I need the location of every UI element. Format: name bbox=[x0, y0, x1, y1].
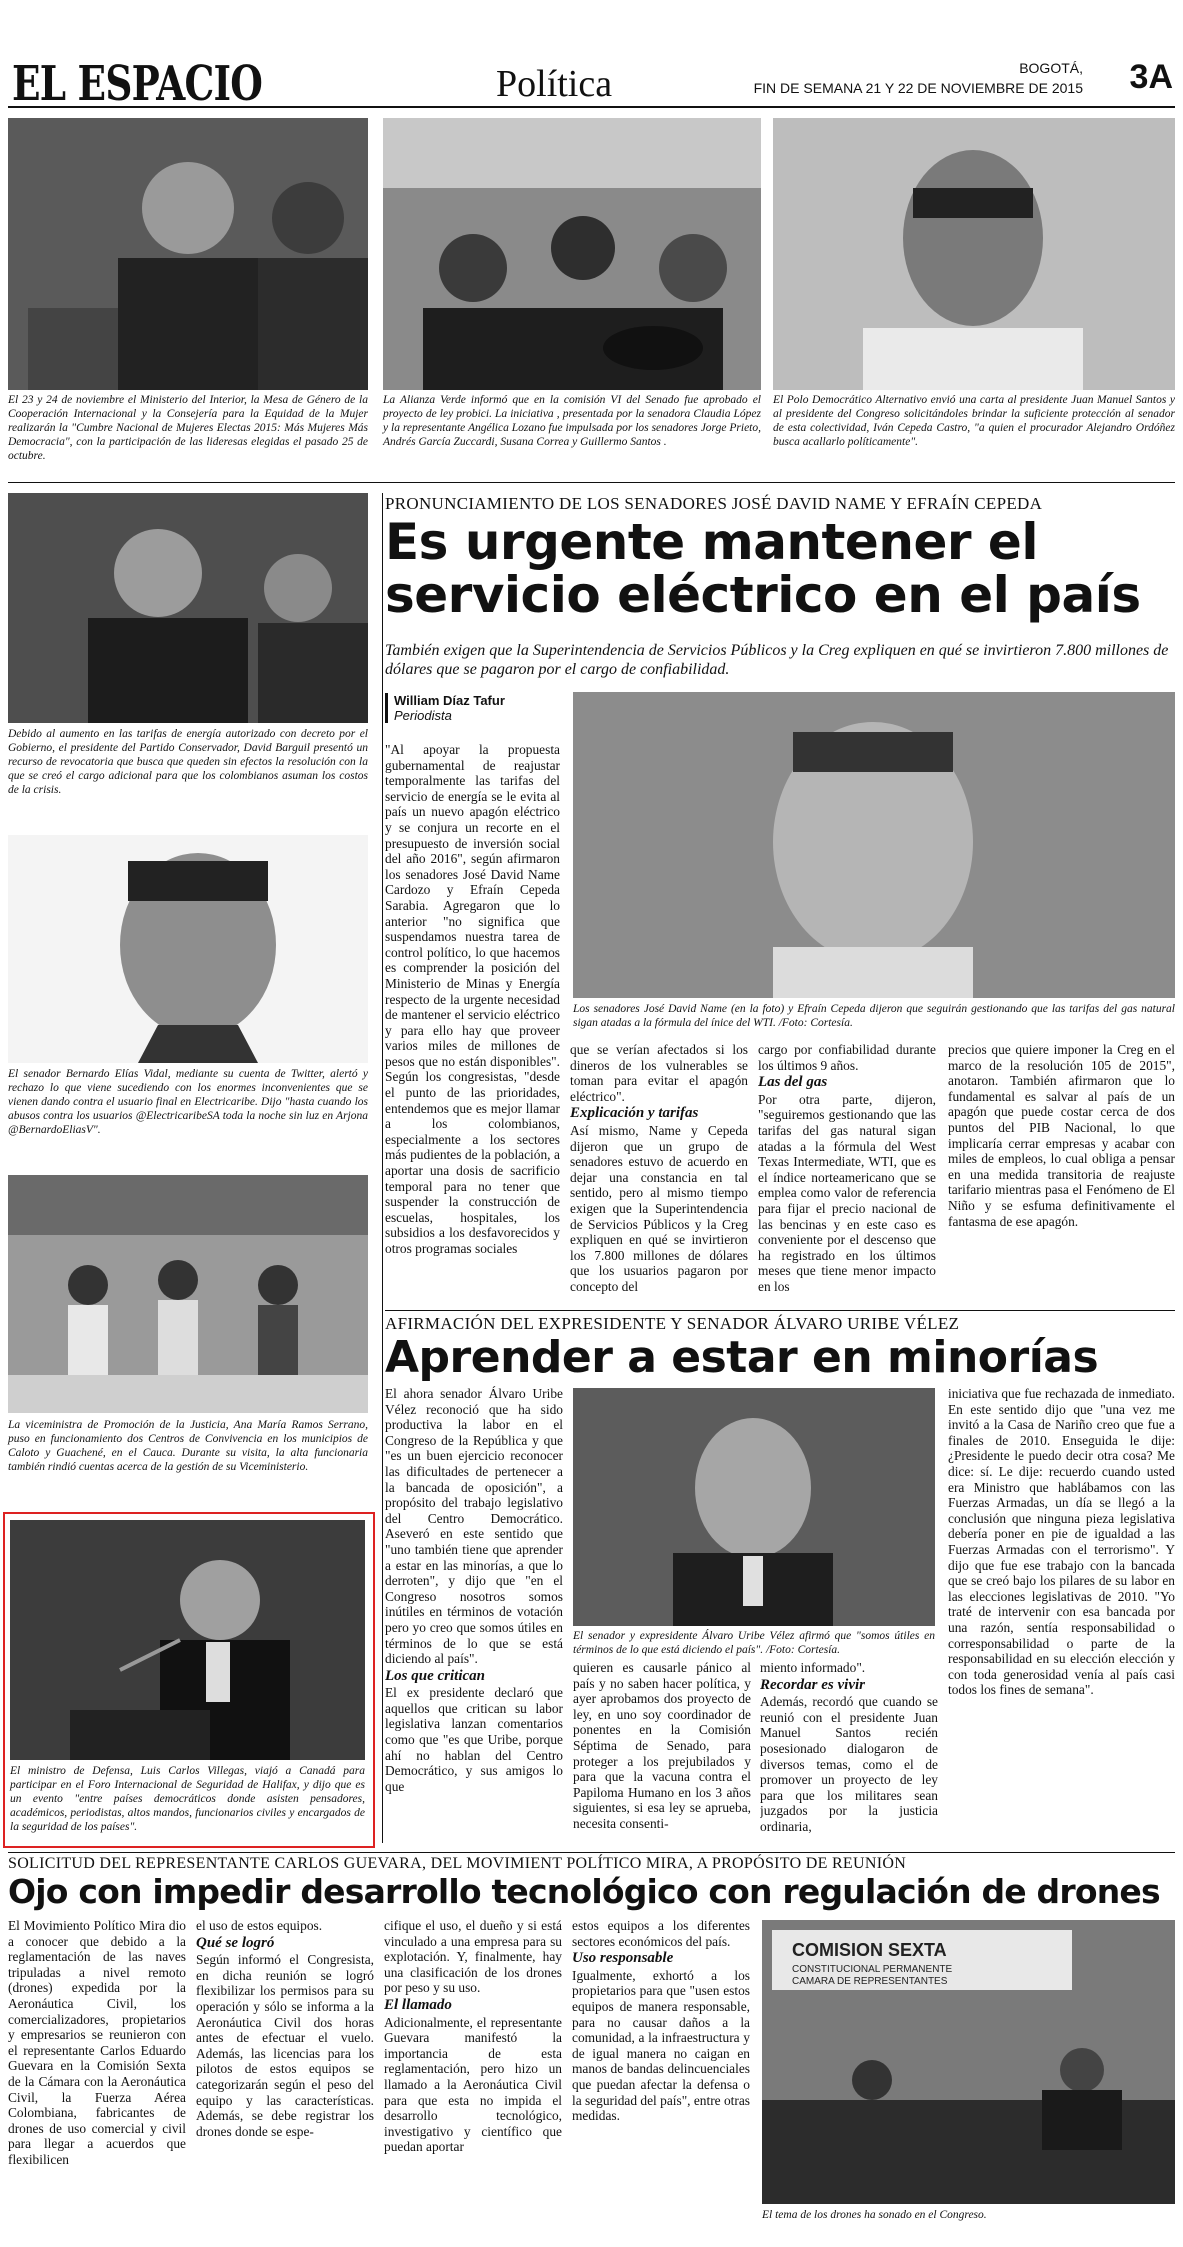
article1-deck: También exigen que la Superintendencia de Servicios Públicos y la Creg expliquen en qué se invirtieron 7.800 millones de dólares que se pagaron por el cargo de confiabilidad. bbox=[385, 642, 1169, 678]
article3-subhead-uso: Uso responsable bbox=[572, 1950, 674, 1967]
article2-column-1-text-a: El ahora senador Álvaro Uribe Vélez reconoció que ha sido productiva la labor en el Congreso de la República y que "es un buen ejercicio reconocer las dificultades de pertenecer a la bancada de oposición", a propósito del trabajo legislativo del Centro Democrático. Aseveró en este sentido que "uno también tiene que aprender a estar en las minorías, a que lo derroten", y dijo que "en el Congreso nosotros somos inútiles en términos de votación pero yo creo que somos útiles en términos de lo que se está diciendo al país". bbox=[385, 1386, 563, 1667]
article1-headline[interactable] bbox=[385, 513, 1175, 624]
caption-polo-democratico: El Polo Democrático Alternativo envió una carta al presidente Juan Manuel Santos y al presidente del Congreso solicitándoles brindar la suficiente protección al senador de esta colectividad, Iván Cepeda Castro, "a quien el procurador Alejandro Ordóñez busca acallarlo políticamente". bbox=[773, 394, 1175, 448]
divider bbox=[382, 493, 383, 1843]
article1-column-3 bbox=[758, 1042, 936, 1304]
article3-column-3-text-b: Adicionalmente, el representante Guevara manifestó la importancia de esta reglamentación, pero hizo un llamado a la Aeronáutica Civil para que esta no impida el desarrollo tecnológico, investigativo y científico que puedan aportar bbox=[384, 2014, 562, 2155]
photo-people-icon bbox=[8, 118, 368, 390]
photo-people-icon bbox=[8, 1175, 368, 1413]
article2-column-1-text-b: El ex presidente declaró que aquellos que critican su labor legislativa lanzan comentarios como que "es que Uribe, porque ahí no hablan del Centro Democrático, y sus amigos lo que bbox=[385, 1685, 563, 1794]
article2-column-3-text-a: miento informado". bbox=[760, 1660, 866, 1675]
newspaper-logo[interactable]: EL ESPACIO bbox=[12, 56, 263, 112]
article2-column-2: quieren es causarle pánico al país y no saben hacer política, y ayer aprobamos dos proyecto de ley, en uno soy coordinador de ponentes en la Comisión Séptima de Senado, para proteger a los prejubilados y para que la vacuna contra el Papiloma Humano en los 3 años siguientes, si esa ley se aprueba, necesita consenti- bbox=[573, 1660, 751, 1831]
article1-column-3-text-a: cargo por confiabilidad durante los últimos 9 años. bbox=[758, 1042, 936, 1073]
photo-portrait-icon bbox=[573, 692, 1175, 998]
article3-column-3-text-a: cifique el uso, el dueño y si está vinculado a una empresa para su explotación. Y, finalmente, hay una clasificación de los drones por peso y su uso. bbox=[384, 1918, 562, 1996]
article1-headline-line1: Es urgente mantener el bbox=[385, 513, 1038, 571]
divider bbox=[8, 1852, 1175, 1853]
photo-meeting-icon bbox=[762, 1920, 1175, 2204]
article1-byline bbox=[385, 693, 569, 723]
divider bbox=[8, 482, 1175, 483]
article3-column-2-text-a: el uso de estos equipos. bbox=[196, 1918, 323, 1933]
photo-david-barguil bbox=[8, 493, 368, 723]
article1-column-2-text-b: Así mismo, Name y Cepeda dijeron que un grupo de senadores estuvo de acuerdo en dejar una constancia en tal sentido, pero al mismo tiempo exigen que la Superintendencia de Servicios Públicos y la Creg expliquen en qué se invirtieron los 7.800 millones de dólares que los usuarios pagaron por concepto del bbox=[570, 1122, 748, 1294]
caption-alianza-verde: La Alianza Verde informó que en la comisión VI del Senado fue aprobado el proyecto de ley probici. La iniciativa , presentada por la senadora Claudia López y la representante Angélica Lozano fue impulsada por los senadores Jorge Prieto, Andrés García Zuccardi, Susana Correa y Guillermo Santos . bbox=[383, 394, 761, 448]
article2-column-4: iniciativa que fue rechazada de inmediato. En este sentido dijo que "una vez me invitó a la Casa de Nariño creo que fue a finales de 2010. Enseguida le dije: ¿Presidente le puedo decir otra cosa? Me dice: sí. Le dije: recuerdo cuando usted era Ministro que hablábamos con las Fuerzas Armadas, un día se llegó a la conclusión que ninguna pieza legislativa debería poner en pie de igualdad a las Fuerzas Armadas con el terrorismo". Y dijo que fue ese trabajo con la bancada que se creó bajo los pilares de su labor en las elecciones legislativas de 2010. "Yo traté de intervenir con esa bancada por una razón, sentía responsabilidad o corresponsabilidad o parte de la responsabilidad en su elección elección y con toda generosidad venía al país casi todos los fines de semana". bbox=[948, 1386, 1175, 1698]
article2-subhead-recordar: Recordar es vivir bbox=[760, 1676, 865, 1693]
article3-column-4-text-a: estos equipos a los diferentes sectores económicos del país. bbox=[572, 1918, 750, 1949]
article3-headline[interactable]: Ojo con impedir desarrollo tecnológico con regulación de drones bbox=[8, 1872, 1160, 1911]
photo-alvaro-uribe bbox=[573, 1388, 935, 1626]
photo-comision-sexta bbox=[762, 1920, 1175, 2204]
caption-bernardo-elias: El senador Bernardo Elías Vidal, mediante su cuenta de Twitter, alertó y rechazo lo que viene sucediendo con los enormes inconvenientes que se vienen dando contra el usuario final en Electricaribe. Dijo "hasta cuando los abusos contra los usuarios @ElectricaribeSA toda la noche sin luz en Arjona @BernardoEliasV". bbox=[8, 1068, 368, 1136]
photo-bernardo-elias bbox=[8, 835, 368, 1063]
photo-portrait-icon bbox=[8, 835, 368, 1063]
article1-column-2 bbox=[570, 1042, 748, 1304]
photo-speaker-icon bbox=[10, 1520, 365, 1760]
article1-column-2-text-a: que se verían afectados si los dineros de los vulnerables se toman para evitar el apagón eléctrico". bbox=[570, 1042, 748, 1104]
caption-david-barguil: Debido al aumento en las tarifas de energía autorizado con decreto por el Gobierno, el presidente del Partido Conservador, David Barguil presentó un recurso de revocatoria que busca que queden sin efectos la resolución con la que se creó el cargo adicional para que los colombianos asuman los costos de la crisis. bbox=[8, 728, 368, 796]
caption-alvaro-uribe: El senador y expresidente Álvaro Uribe Vélez afirmó que "somos útiles en términos de lo que está diciendo el país". /Foto: Cortesía. bbox=[573, 1630, 935, 1656]
photo-sign-line1: COMISION SEXTA bbox=[792, 1940, 947, 1960]
article3-column-2-text-b: Según informó el Congresista, en dicha reunión se logró flexibilizar los permisos para su operación y sólo se informa a la Aeronáutica Civil dos horas antes de efectuar el vuelo. Además, las licencias para los pilotos de estos equipos se categorizarán según el peso del equipo y las características. Además, se debe registrar los drones donde se espe- bbox=[196, 1952, 374, 2139]
article2-subhead-critican: Los que critican bbox=[385, 1667, 485, 1684]
section-title: Política bbox=[496, 63, 613, 105]
page-number: 3A bbox=[1129, 58, 1173, 96]
article1-kicker: PRONUNCIAMIENTO DE LOS SENADORES JOSÉ DAVID NAME Y EFRAÍN CEPEDA bbox=[385, 494, 1043, 513]
article2-kicker: AFIRMACIÓN DEL EXPRESIDENTE Y SENADOR ÁLVARO URIBE VÉLEZ bbox=[385, 1314, 960, 1333]
masthead bbox=[8, 56, 1175, 112]
article2-column-3-text-b: Además, recordó que cuando se reunió con el presidente Juan Manuel Santos recién posesionado dialogaron de diversos temas, como el de promover un proyecto de ley para que los militares sean juzgados por la justicia ordinaria, bbox=[760, 1694, 938, 1834]
article1-column-4: precios que quiere imponer la Creg en el marco de la resolución 105 de 2015", anotaron. También afirmaron que lo fundamental es salvar al país de un apagón que puede costar cerca de dos puntos del PIB Nacional, lo que implicaría cerrar empresas y acabar con miles de empleos, lo cual obliga a pensar en una medida transitoria de reajuste tarifario mientras pasa el Fenómeno de El Niño y se esfuma definitivamente el fantasma de ese apagón. bbox=[948, 1042, 1175, 1229]
photo-portrait-icon bbox=[573, 1388, 935, 1626]
caption-comision-sexta: El tema de los drones ha sonado en el Congreso. bbox=[762, 2209, 987, 2221]
caption-jose-david-name: Los senadores José David Name (en la foto) y Efraín Cepeda dijeron que seguirán gestionando que las tarifas del gas natural sigan atadas a la fórmula del ínice del WTI. /Foto: Cortesía. bbox=[573, 1003, 1175, 1029]
author-name: William Díaz Tafur bbox=[394, 693, 505, 708]
dateline-city: BOGOTÁ, bbox=[1019, 60, 1083, 76]
article3-column-4 bbox=[572, 1918, 750, 2230]
dateline-date: FIN DE SEMANA 21 Y 22 DE NOVIEMBRE DE 2015 bbox=[753, 80, 1083, 96]
caption-viceministra: La viceministra de Promoción de la Justicia, Ana María Ramos Serrano, puso en funcionamiento dos Centros de Convivencia en los municipios de Caloto y Guachené, en el Cauca. Durante su visita, la alta funcionaria también rindió cuentas acerca de la gestión de su Viceministerio. bbox=[8, 1419, 368, 1473]
article1-subhead-gas: Las del gas bbox=[758, 1074, 828, 1091]
caption-cumbre-mujeres: El 23 y 24 de noviembre el Ministerio del Interior, la Mesa de Género de la Cooperación Internacional y la Consejería para la Equidad de la Mujer realizarán la "Cumbre Nacional de Mujeres Electas 2015: Más Mujeres Más Democracia", con la participación de las lideresas elegidas el pasado 25 de octubre. bbox=[8, 394, 368, 462]
photo-ministro-defensa bbox=[10, 1520, 365, 1760]
photo-sign-line3: CAMARA DE REPRESENTANTES bbox=[792, 1976, 948, 1987]
article2-headline[interactable]: Aprender a estar en minorías bbox=[385, 1332, 1099, 1383]
article1-column-1: "Al apoyar la propuesta gubernamental de reajustar temporalmente las tarifas del servicio de energía se le evita al país un nuevo apagón eléctrico y se conjura un recorte en el presupuesto de inversión social del año 2016", según afirmaron los senadores José David Name Cardozo y Efraín Cepeda Sarabia. Agregaron que lo anterior "no significa que suspendamos nuestra tarea de control político, lo que hacemos es comprender la posición del Ministerio de Minas y Energía respecto de la urgente necesidad de mantener el servicio eléctrico y para ello hay que proveer varios miles de millones de pesos que no están disponibles". Según los congresistas, "desde el punto de las prioridades, entendemos que es mejor llamar a los colombianos, especialmente a los sectores más pudientes de la población, a aportar una dosis de sacrificio temporal para no tener que suspender la construcción de escuelas, hospitales, los subsidios a los desfavorecidos y otros programas sociales bbox=[385, 742, 560, 1256]
photo-people-icon bbox=[383, 118, 761, 390]
caption-ministro-defensa: El ministro de Defensa, Luis Carlos Villegas, viajó a Canadá para participar en el Foro Internacional de Seguridad de Halifax, y dijo que es un evento "entre países democráticos donde asisten pensadores, académicos, periodistas, altos mandos, funcionarios civiles y encargados de la seguridad de los países". bbox=[10, 1765, 365, 1833]
article3-column-1: El Movimiento Político Mira dio a conocer que debido a la reglamentación de las naves tripuladas a nivel remoto (drones) expedida por la Aeronáutica Civil, los comercializadores, propietarios y empresarios se reunieron con el representante Carlos Eduardo Guevara en la Comisión Sexta de la Cámara con la Aeronáutica Civil, la Fuerza Aérea Colombiana, fabricantes de drones de uso comercial y civil para llegar a acuerdos que flexibilicen bbox=[8, 1918, 186, 2167]
photo-viceministra bbox=[8, 1175, 368, 1413]
article1-subhead-explicacion: Explicación y tarifas bbox=[570, 1105, 699, 1122]
photo-sign-line2: CONSTITUCIONAL PERMANENTE bbox=[792, 1964, 953, 1975]
article2-column-1 bbox=[385, 1386, 563, 1846]
photo-cumbre-mujeres bbox=[8, 118, 368, 390]
article3-kicker: SOLICITUD DEL REPRESENTANTE CARLOS GUEVARA, DEL MOVIMIENT POLÍTICO MIRA, A PROPÓSITO DE REUNIÓN bbox=[8, 1855, 907, 1872]
photo-jose-david-name bbox=[573, 692, 1175, 998]
article3-column-2 bbox=[196, 1918, 374, 2230]
article1-headline-line2: servicio eléctrico en el país bbox=[385, 565, 1141, 624]
photo-people-icon bbox=[8, 493, 368, 723]
photo-ivan-cepeda bbox=[773, 118, 1175, 390]
article1-column-3-text-b: Por otra parte, dijeron, "seguiremos gestionando que las tarifas del gas natural sigan atadas a la fórmula del West Texas Intermediate, WTI, que es el índice norteamericano que se emplea como valor de referencia para fijar el precio nacional de las bencinas y en este caso es conveniente por el descenso que ha registrado en los últimos meses que tiene menor impacto en los bbox=[758, 1091, 936, 1294]
article3-column-4-text-b: Igualmente, exhortó a los propietarios para que "usen estos equipos de manera responsable, para no causar daños a la comunidad, a la infraestructura y de igual manera no caigan en manos de bandas delincuenciales que puedan afectar la defensa o la seguridad del país", entre otras medidas. bbox=[572, 1967, 750, 2124]
author-role: Periodista bbox=[394, 708, 452, 723]
photo-alianza-verde bbox=[383, 118, 761, 390]
article2-column-3 bbox=[760, 1660, 938, 1846]
article3-column-3 bbox=[384, 1918, 562, 2230]
article3-subhead-llamado: El llamado bbox=[384, 1996, 452, 2013]
divider bbox=[385, 1310, 1175, 1311]
photo-portrait-icon bbox=[773, 118, 1175, 390]
article3-subhead-logro: Qué se logró bbox=[196, 1934, 275, 1951]
